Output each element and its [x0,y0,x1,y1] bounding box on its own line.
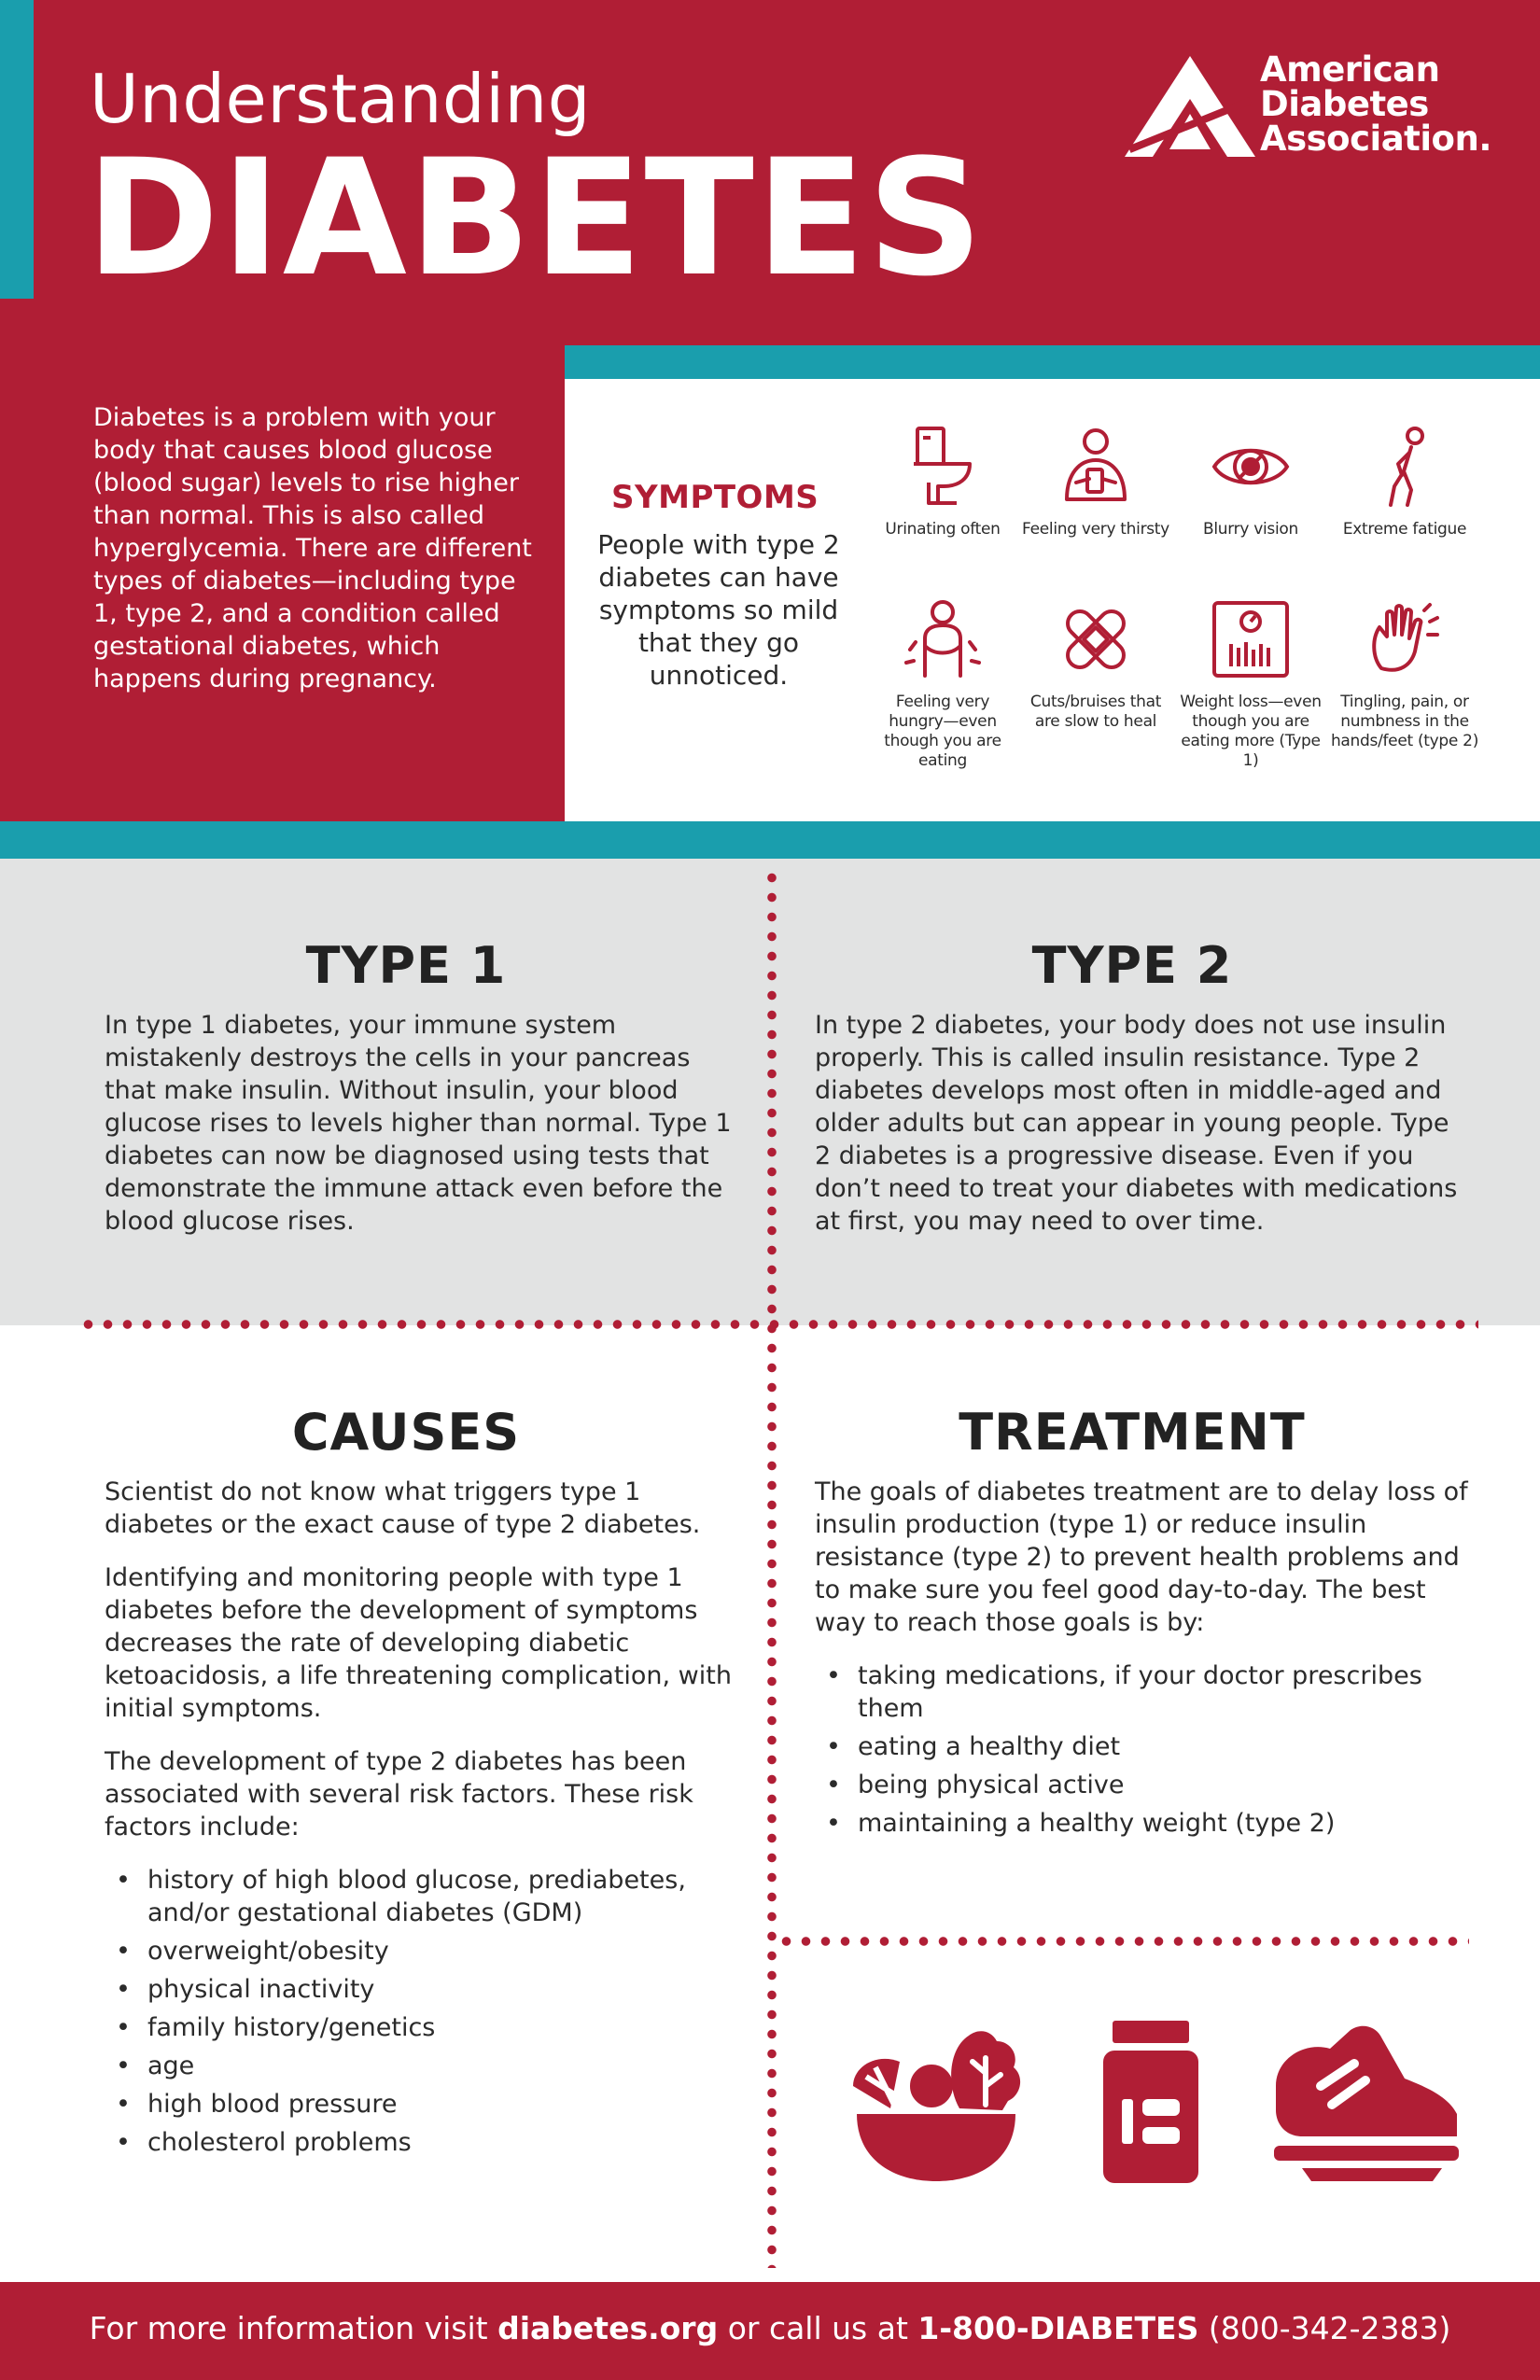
symptom-urinating: Urinating often [868,425,1017,539]
risk-factors-list [105,1864,739,2159]
symptoms-description: People with type 2 diabetes can have symptoms so mild that they go unnoticed. [597,529,840,691]
causes-paragraph-1: Scientist do not know what triggers type 1 diabetes or the exact cause of type 2 diabetes. [105,1477,701,1539]
type2-body: In type 2 diabetes, your body does not use insulin properly. This is called insulin resistance. Type 2 diabetes develops most often in middle-aged and older adults but can appear in young people. Type 2 diabetes is a progressive disease. Even if you don’t need to treat your diabetes with medications at first, you may need to over time. [815,1011,1458,1236]
teal-divider-top [565,345,1540,379]
thirsty-person-icon [1054,425,1138,509]
type1-body: In type 1 diabetes, your immune system mistakenly destroys the cells in your pancreas that make insulin. Without insulin, your blood glucose rises to levels higher than normal. Type 1 diabetes can now be diagnosed using tests that demonstrate the immune attack even before the blood glucose rises. [105,1011,732,1236]
teal-accent-bar [0,0,34,299]
title-diabetes: DIABETES [86,124,986,312]
toilet-icon [901,425,985,509]
ada-logo [1125,49,1491,164]
horizontal-dotted-divider [78,1320,1478,1329]
title-understanding: Understanding [90,60,591,138]
list-item: • maintaining a healthy weight (type 2) [815,1807,1468,1840]
symptom-fatigue: Extreme fatigue [1330,425,1479,539]
causes-title: CAUSES [291,1403,521,1462]
footer-middle: or call us at [718,2310,918,2346]
footer-text [0,2310,1540,2346]
list-item: • eating a healthy diet [815,1730,1468,1763]
type1-title: TYPE 1 [305,936,507,995]
symptom-tingling: Tingling, pain, or numbness in the hands/feet (type 2) [1330,597,1479,751]
treatment-dotted-divider [777,1937,1469,1946]
symptoms-title: SYMPTOMS [611,479,819,516]
logo-line-diabetes: Diabetes [1260,84,1429,124]
tired-person-icon [1363,425,1447,509]
list-item: • age [105,2050,739,2082]
list-item: • history of high blood glucose, prediabetes, and/or gestational diabetes (GDM) [105,1864,739,1929]
symptom-weight-loss: Weight loss—even though you are eating more (Type 1) [1176,597,1325,771]
treatment-list [815,1659,1468,1840]
symptom-blurry-vision: Blurry vision [1176,425,1325,539]
list-item: • family history/genetics [105,2011,739,2044]
intro-text: Diabetes is a problem with your body that causes blood glucose (blood sugar) levels to rise higher than normal. This is also called hyperglycemia. There are different types of diabetes—including type 1, type 2, and a condition called gestational diabetes, which happens during pregnancy. [93,403,532,693]
footer-phone[interactable]: 1-800-DIABETES [917,2310,1199,2346]
list-item: • overweight/obesity [105,1935,739,1967]
list-item: • being physical active [815,1769,1468,1801]
scale-icon [1209,597,1293,681]
tingling-hand-icon [1363,597,1447,681]
logo-line-association: Association. [1260,119,1491,159]
teal-divider-bottom [0,821,1540,859]
list-item: • high blood pressure [105,2088,739,2121]
treatment-body [815,1476,1468,1845]
bandage-icon [1054,597,1138,681]
logo-line-american: American [1260,49,1440,90]
type2-title: TYPE 2 [1031,936,1233,995]
ada-triangle-icon [1125,56,1255,159]
vertical-dotted-divider [767,868,777,2268]
list-item: • physical inactivity [105,1973,739,2006]
causes-paragraph-3: The development of type 2 diabetes has been associated with several risk factors. These risk factors include: [105,1747,693,1841]
list-item: • taking medications, if your doctor prescribes them [815,1659,1468,1725]
footer-phone-number: (800-342-2383) [1198,2310,1451,2346]
symptom-slow-healing: Cuts/bruises that are slow to heal [1021,597,1170,732]
causes-paragraph-2: Identifying and monitoring people with type 1 diabetes before the development of symptoms decreases the rate of developing diabetic ketoacidosis, a life threatening complication, with initial symptoms. [105,1563,732,1723]
salad-bowl-icon [838,2021,1034,2184]
footer-website-link[interactable]: diabetes.org [497,2310,719,2346]
treatment-paragraph-1: The goals of diabetes treatment are to delay loss of insulin production (type 1) or reduce insulin resistance (type 2) to prevent health problems and to make sure you feel good day-to-day. The best way to reach those goals is by: [815,1477,1468,1637]
list-item: • cholesterol problems [105,2126,739,2159]
symptom-hungry: Feeling very hungry—even though you are eating [868,597,1017,771]
pill-bottle-icon [1099,2019,1202,2185]
sneaker-icon [1265,2021,1465,2189]
footer-prefix: For more information visit [89,2310,498,2346]
causes-body [105,1476,739,2164]
hungry-person-icon [901,597,985,681]
treatment-title: TREATMENT [959,1403,1306,1462]
eye-icon [1209,425,1293,509]
symptom-thirsty: Feeling very thirsty [1021,425,1170,539]
